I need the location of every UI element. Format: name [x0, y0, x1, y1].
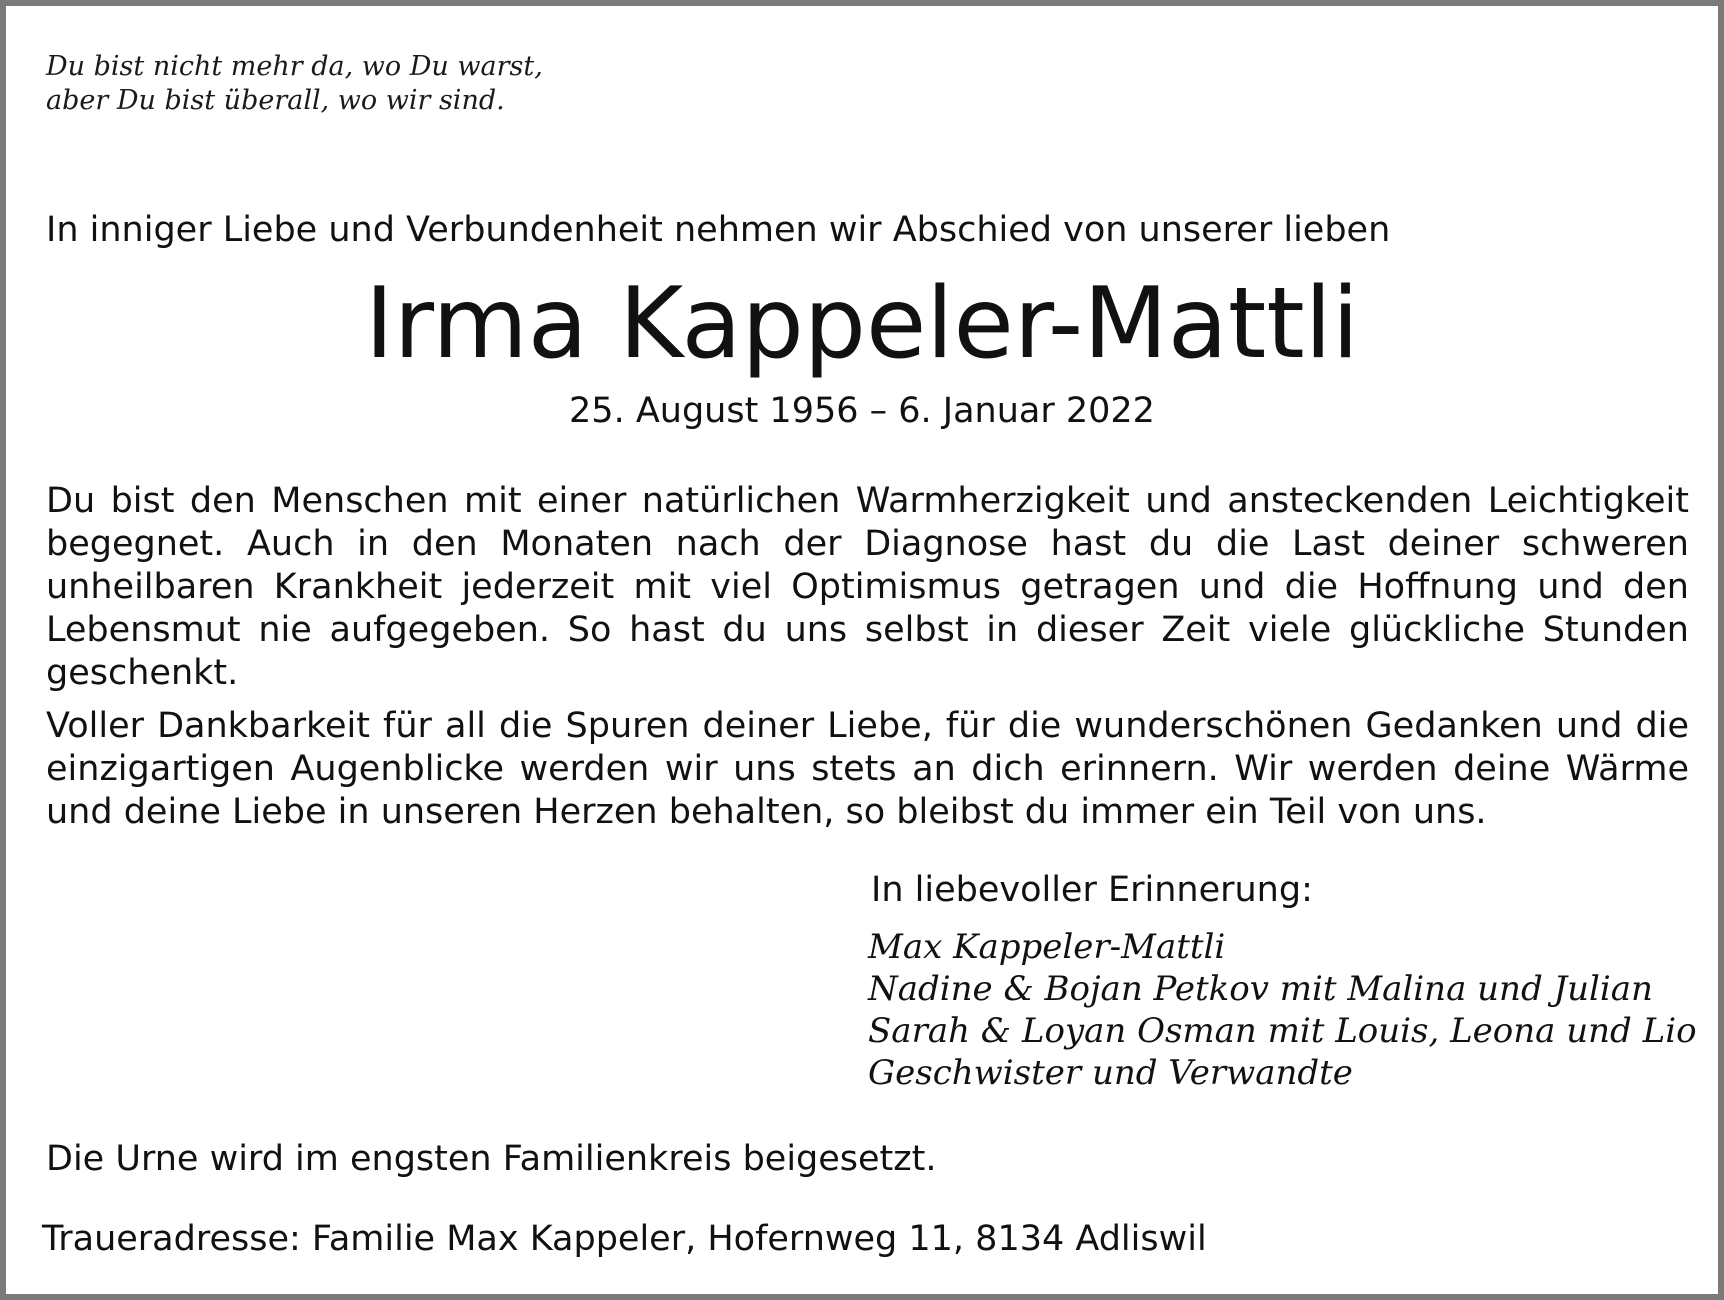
mourner-name: Max Kappeler-Mattli	[868, 927, 1226, 967]
mourners-list	[868, 926, 1697, 1094]
mourner-name: Sarah & Loyan Osman mit Louis, Leona und Lio	[868, 1011, 1697, 1051]
motto-line-2: aber Du bist überall, wo wir sind.	[46, 85, 505, 116]
motto-quote	[46, 50, 543, 118]
motto-line-1: Du bist nicht mehr da, wo Du warst,	[46, 51, 543, 82]
tribute-paragraph-2: Voller Dankbarkeit für all die Spuren deiner Liebe, für die wunderschönen Gedanken und die einzigartigen Augenblicke werden wir uns stets an dich erinnern. Wir werden deine Wärme und deine Liebe in unseren Herzen behalten, so bleibst du immer ein Teil von uns.	[46, 706, 1689, 832]
life-dates: 25. August 1956 – 6. Januar 2022	[569, 391, 1155, 431]
deceased-name: Irma Kappeler-Mattli	[364, 267, 1360, 381]
mourning-address: Traueradresse: Familie Max Kappeler, Hofernweg 11, 8134 Adliswil	[42, 1219, 1207, 1259]
closing-label: In liebevoller Erinnerung:	[871, 870, 1313, 910]
intro-line: In inniger Liebe und Verbundenheit nehmen wir Abschied von unserer lieben	[46, 210, 1391, 250]
burial-note: Die Urne wird im engsten Familienkreis beigesetzt.	[46, 1139, 937, 1179]
mourner-name: Geschwister und Verwandte	[868, 1053, 1353, 1093]
tribute-paragraph-1: Du bist den Menschen mit einer natürlichen Warmherzigkeit und ansteckenden Leichtigkeit begegnet. Auch in den Monaten nach der Diagnose hast du die Last deiner schweren unheilbaren Krankheit jederzeit mit viel Optimismus getragen und die Hoffnung und den Lebensmut nie aufgegeben. So hast du uns selbst in dieser Zeit viele glückliche Stunden geschenkt.	[46, 481, 1689, 693]
mourner-name: Nadine & Bojan Petkov mit Malina und Julian	[868, 969, 1653, 1009]
